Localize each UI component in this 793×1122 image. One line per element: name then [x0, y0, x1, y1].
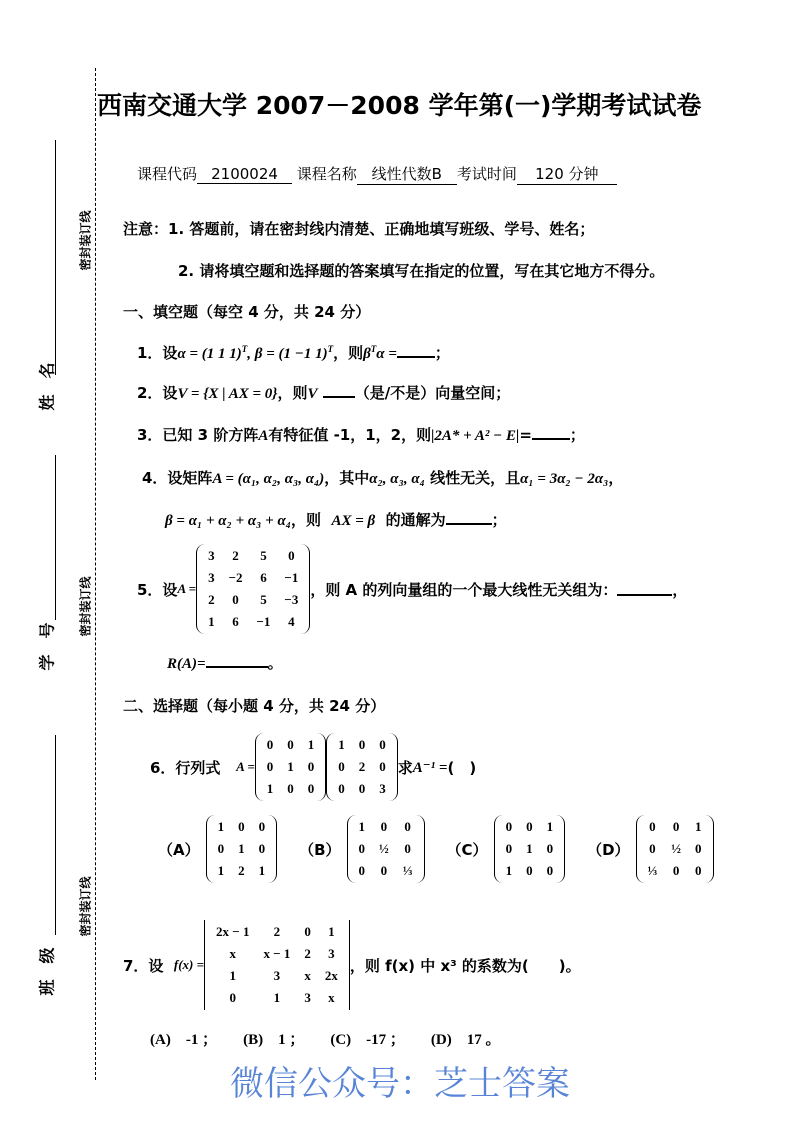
matrix-cell: 0 [307, 781, 315, 796]
matrix-cell: 2x [324, 968, 338, 983]
math: |2A* + A² − E| [431, 428, 520, 444]
matrix-cell: 3 [208, 548, 215, 563]
seal-dashed-line [95, 68, 96, 1080]
seal-line-label: 密封装订线 [78, 876, 93, 937]
option-value: -1 ； [185, 1032, 218, 1048]
matrix-row [210, 922, 344, 942]
option[interactable] [150, 1028, 217, 1049]
math: α₁ = 3α₂ − 2α₃ [520, 471, 609, 487]
q-num: 1．设 [137, 344, 178, 362]
question-4-line-2 [165, 509, 507, 530]
question-5-rank [167, 652, 283, 673]
exam-time-label: 考试时间 [456, 165, 517, 183]
matrix-row [642, 839, 708, 859]
matrix-row [212, 861, 272, 881]
matrix-cell: 0 [379, 759, 386, 774]
matrix-cell: 1 [217, 819, 225, 834]
matrix-cell: 1 [273, 990, 281, 1005]
notice-line-1 [123, 218, 594, 239]
q-num: 7．设 [123, 956, 164, 975]
matrix-cell: 2 [304, 946, 311, 961]
watermark: 微信公众号：芝士答案 [230, 1064, 570, 1104]
matrix-row [332, 735, 392, 755]
matrix-cell: 0 [266, 737, 274, 752]
answer-paren: ( ) [447, 758, 477, 777]
matrix-cell: 0 [404, 841, 411, 856]
matrix-cell: ⅓ [402, 863, 413, 878]
matrix-cell: 1 [338, 737, 345, 752]
text: 有特征值 -1，1，2，则 [268, 426, 432, 444]
sup: T [241, 344, 248, 354]
matrix-cell: 0 [380, 819, 388, 834]
text: ； [491, 511, 507, 529]
answer-blank[interactable] [617, 582, 672, 596]
matrix-row [261, 779, 321, 799]
section-1-heading: 一、填空题（每空 4 分，共 24 分） [123, 303, 371, 321]
matrix-cell: 0 [358, 737, 366, 752]
matrix-cell: 2 [273, 924, 281, 939]
text: 。 [267, 654, 283, 672]
seal-line-label: 密封装订线 [78, 210, 93, 271]
math: V [307, 386, 318, 402]
matrix-cell: −1 [284, 570, 299, 585]
matrix-cell: 1 [208, 614, 215, 629]
option-value: 1 ； [278, 1032, 305, 1048]
matrix-cell: 0 [338, 781, 345, 796]
matrix-cell: 0 [287, 781, 294, 796]
matrix-cell: 1 [217, 863, 225, 878]
matrix-cell: 0 [672, 819, 680, 834]
matrix-row [642, 817, 708, 837]
text: 线性无关，且 [430, 469, 521, 487]
matrix-row [212, 817, 272, 837]
option-label[interactable]: （A） [158, 840, 200, 859]
text: ，则 [277, 384, 308, 402]
notice-item-1: 1. 答题前，请在密封线内清楚、正确地填写班级、学号、姓名； [168, 220, 595, 238]
option[interactable] [330, 1028, 405, 1049]
matrix-row [353, 839, 419, 859]
matrix-cell: 3 [304, 990, 311, 1005]
matrix-cell: 0 [546, 841, 554, 856]
matrix-cell: 2 [232, 548, 239, 563]
matrix-cell: 1 [238, 841, 245, 856]
text: ，则 [333, 344, 364, 362]
math: A⁻¹ = [412, 759, 448, 776]
matrix-cell: 1 [505, 863, 513, 878]
matrix-cell: ⅓ [647, 863, 658, 878]
text: ， [672, 580, 688, 599]
option[interactable] [431, 1028, 501, 1049]
matrix-cell: 1 [287, 759, 294, 774]
matrix-1 [255, 733, 327, 801]
course-code: 2100024 [197, 165, 292, 184]
text: ，则 [290, 511, 321, 529]
matrix-cell: 2x − 1 [216, 924, 250, 939]
option-label: (C) [330, 1032, 352, 1048]
course-name-label: 课程名称 [296, 165, 357, 183]
math: β = α₁ + α₂ + α₃ + α₄ [165, 513, 291, 529]
math: α = (1 1 1) [177, 346, 242, 362]
notice-item-2: 2. 请将填空题和选择题的答案填写在指定的位置，写在其它地方不得分。 [178, 262, 665, 280]
exam-title: 西南交通大学 2007－2008 学年第(一)学期考试试卷 [97, 91, 702, 120]
matrix-row [500, 861, 560, 881]
math: α₂, α₃, α₄ [369, 471, 425, 487]
sup: T [370, 344, 377, 354]
matrix-cell: 0 [288, 548, 295, 563]
matrix-cell: 0 [380, 863, 388, 878]
math: α = [376, 346, 397, 362]
matrix-row [642, 861, 708, 881]
matrix-cell: 0 [649, 841, 656, 856]
notice-prefix: 注意： [123, 220, 169, 238]
matrix-row [202, 568, 304, 588]
question-2 [137, 382, 510, 403]
matrix-2 [326, 733, 398, 801]
matrix-row [210, 944, 344, 964]
matrix-cell: 0 [217, 841, 225, 856]
matrix-cell: 0 [258, 841, 266, 856]
matrix-row [202, 590, 304, 610]
answer-blank[interactable] [446, 511, 492, 525]
option-label[interactable]: （D） [587, 840, 630, 859]
matrix-cell: 0 [266, 759, 274, 774]
matrix-cell: x [229, 946, 236, 961]
q-num: 3．已知 3 阶方阵 [137, 426, 259, 444]
matrix-cell: 3 [273, 968, 281, 983]
matrix-cell: 0 [404, 819, 411, 834]
math: V = {X | AX = 0} [177, 386, 278, 402]
matrix-cell: ½ [671, 841, 682, 856]
course-info [137, 163, 617, 185]
matrix-cell: 0 [379, 737, 386, 752]
math: A = (α₁, α₂, α₃, α₄) [212, 471, 325, 487]
math: AX = β [331, 513, 376, 529]
course-name: 线性代数B [357, 163, 457, 185]
math: β [363, 346, 371, 362]
text: 求 [397, 758, 413, 777]
answer-blank[interactable] [206, 654, 268, 668]
option-value: -17 ； [366, 1032, 405, 1048]
text: ，其中 [324, 469, 370, 487]
matrix-row [332, 779, 392, 799]
matrix-cell: 3 [379, 781, 386, 796]
text: 的通解为 [385, 511, 446, 529]
option-matrix [494, 815, 566, 883]
answer-blank[interactable] [323, 384, 355, 398]
matrix-row [210, 966, 344, 986]
matrix-cell: 0 [695, 863, 702, 878]
option-matrix [206, 815, 278, 883]
option-matrix [347, 815, 425, 883]
matrix-row [261, 735, 321, 755]
determinant [204, 920, 350, 1010]
matrix-cell: 2 [208, 592, 215, 607]
matrix-cell: 0 [307, 759, 315, 774]
matrix-cell: 1 [266, 781, 274, 796]
sup: T [327, 344, 334, 354]
matrix-cell: 6 [260, 570, 267, 585]
q-num: 5．设 [137, 580, 178, 599]
matrix-cell: 0 [672, 863, 680, 878]
question-6-options [158, 815, 714, 883]
option-label: (A) [150, 1032, 171, 1048]
matrix-row [353, 817, 419, 837]
matrix-cell: −1 [256, 614, 271, 629]
matrix-a [196, 544, 310, 634]
matrix-cell: −3 [284, 592, 299, 607]
exam-time: 120 [535, 165, 564, 183]
matrix-cell: 1 [358, 819, 366, 834]
question-6 [150, 733, 476, 801]
math: R(A)= [167, 656, 206, 672]
text: （是/不是）向量空间； [354, 384, 511, 402]
matrix-cell: 1 [526, 841, 533, 856]
math: A = [236, 759, 255, 774]
option[interactable] [243, 1028, 304, 1049]
q-num: 6．行列式 [150, 758, 221, 777]
matrix-cell: x − 1 [263, 946, 291, 961]
matrix-row [332, 757, 392, 777]
matrix-cell: 1 [546, 819, 554, 834]
math: A [258, 428, 269, 444]
class-blank-line [55, 735, 56, 935]
matrix-cell: 0 [649, 819, 656, 834]
matrix-cell: 0 [229, 990, 236, 1005]
course-code-label: 课程代码 [137, 165, 198, 183]
answer-blank[interactable] [532, 426, 570, 440]
matrix-cell: 4 [288, 614, 295, 629]
matrix-cell: ½ [379, 841, 389, 856]
matrix-cell: 1 [328, 924, 335, 939]
matrix-row [500, 817, 560, 837]
matrix-cell: 3 [328, 946, 335, 961]
name-blank-line [55, 140, 56, 375]
matrix-row [212, 839, 272, 859]
student-id-label: 学 号 [37, 622, 57, 671]
matrix-cell: 0 [304, 924, 311, 939]
answer-blank[interactable] [397, 344, 435, 358]
matrix-cell: 2 [358, 759, 366, 774]
matrix-cell: 0 [258, 819, 266, 834]
question-7 [123, 920, 581, 1010]
matrix-cell: 0 [695, 841, 702, 856]
matrix-cell: 0 [338, 759, 345, 774]
matrix-cell: 2 [238, 863, 245, 878]
matrix-row [353, 861, 419, 881]
matrix-cell: 6 [232, 614, 239, 629]
math: , β = (1 −1 1) [247, 346, 328, 362]
matrix-cell: 1 [695, 819, 702, 834]
math: f(x) = [173, 957, 205, 972]
text: = [519, 426, 532, 444]
matrix-cell: 0 [358, 863, 366, 878]
option-label: (B) [243, 1032, 264, 1048]
math: A = [177, 581, 197, 596]
matrix-cell: 0 [287, 737, 294, 752]
section-2-heading: 二、选择题（每小题 4 分，共 24 分） [123, 697, 386, 715]
matrix-cell: x [304, 968, 311, 983]
q-num: 4．设矩阵 [142, 469, 213, 487]
matrix-cell: 3 [208, 570, 215, 585]
matrix-cell: 0 [232, 592, 239, 607]
option-value: 17 。 [466, 1032, 501, 1048]
text: ，则 A 的列向量组的一个最大线性无关组为： [310, 580, 618, 599]
question-5 [137, 544, 687, 634]
option-label: (D) [430, 1032, 452, 1048]
question-7-options [150, 1028, 501, 1049]
matrix-row [202, 546, 304, 566]
question-4: 4．设矩阵A = (α₁, α₂, α₃, α₄)，其中α₂, α₃, α₄ 线性无关，且α₁ = 3α₂ − 2α₃， [142, 469, 624, 487]
matrix-cell: 0 [238, 819, 245, 834]
class-label: 班 级 [37, 947, 57, 996]
matrix-cell: 5 [260, 592, 267, 607]
option-label[interactable]: （B） [299, 840, 341, 859]
text: ，则 f(x) 中 x³ 的系数为( )。 [349, 956, 581, 975]
matrix-row [210, 988, 344, 1008]
exam-time-field [517, 163, 617, 185]
matrix-cell: 1 [307, 737, 315, 752]
seal-line-label: 密封装订线 [78, 576, 93, 637]
matrix-cell: 1 [229, 968, 236, 983]
id-blank-line [55, 455, 56, 620]
name-label: 姓 名 [37, 362, 57, 411]
text: ； [434, 344, 450, 362]
matrix-cell: 0 [546, 863, 554, 878]
text: ； [569, 426, 585, 444]
matrix-cell: 5 [260, 548, 267, 563]
exam-time-unit: 分钟 [568, 165, 599, 183]
matrix-cell: 1 [258, 863, 266, 878]
question-1 [137, 342, 450, 363]
option-label[interactable]: （C） [446, 840, 488, 859]
matrix-row [500, 839, 560, 859]
matrix-cell: 0 [358, 841, 366, 856]
matrix-cell: −2 [228, 570, 243, 585]
matrix-cell: 0 [526, 863, 533, 878]
matrix-cell: 0 [505, 819, 513, 834]
question-3 [137, 424, 585, 445]
matrix-cell: 0 [505, 841, 513, 856]
option-matrix [636, 815, 714, 883]
matrix-cell: 0 [358, 781, 366, 796]
matrix-row [261, 757, 321, 777]
matrix-cell: x [328, 990, 335, 1005]
matrix-cell: 0 [526, 819, 533, 834]
q-num: 2．设 [137, 384, 178, 402]
matrix-row [202, 612, 304, 632]
